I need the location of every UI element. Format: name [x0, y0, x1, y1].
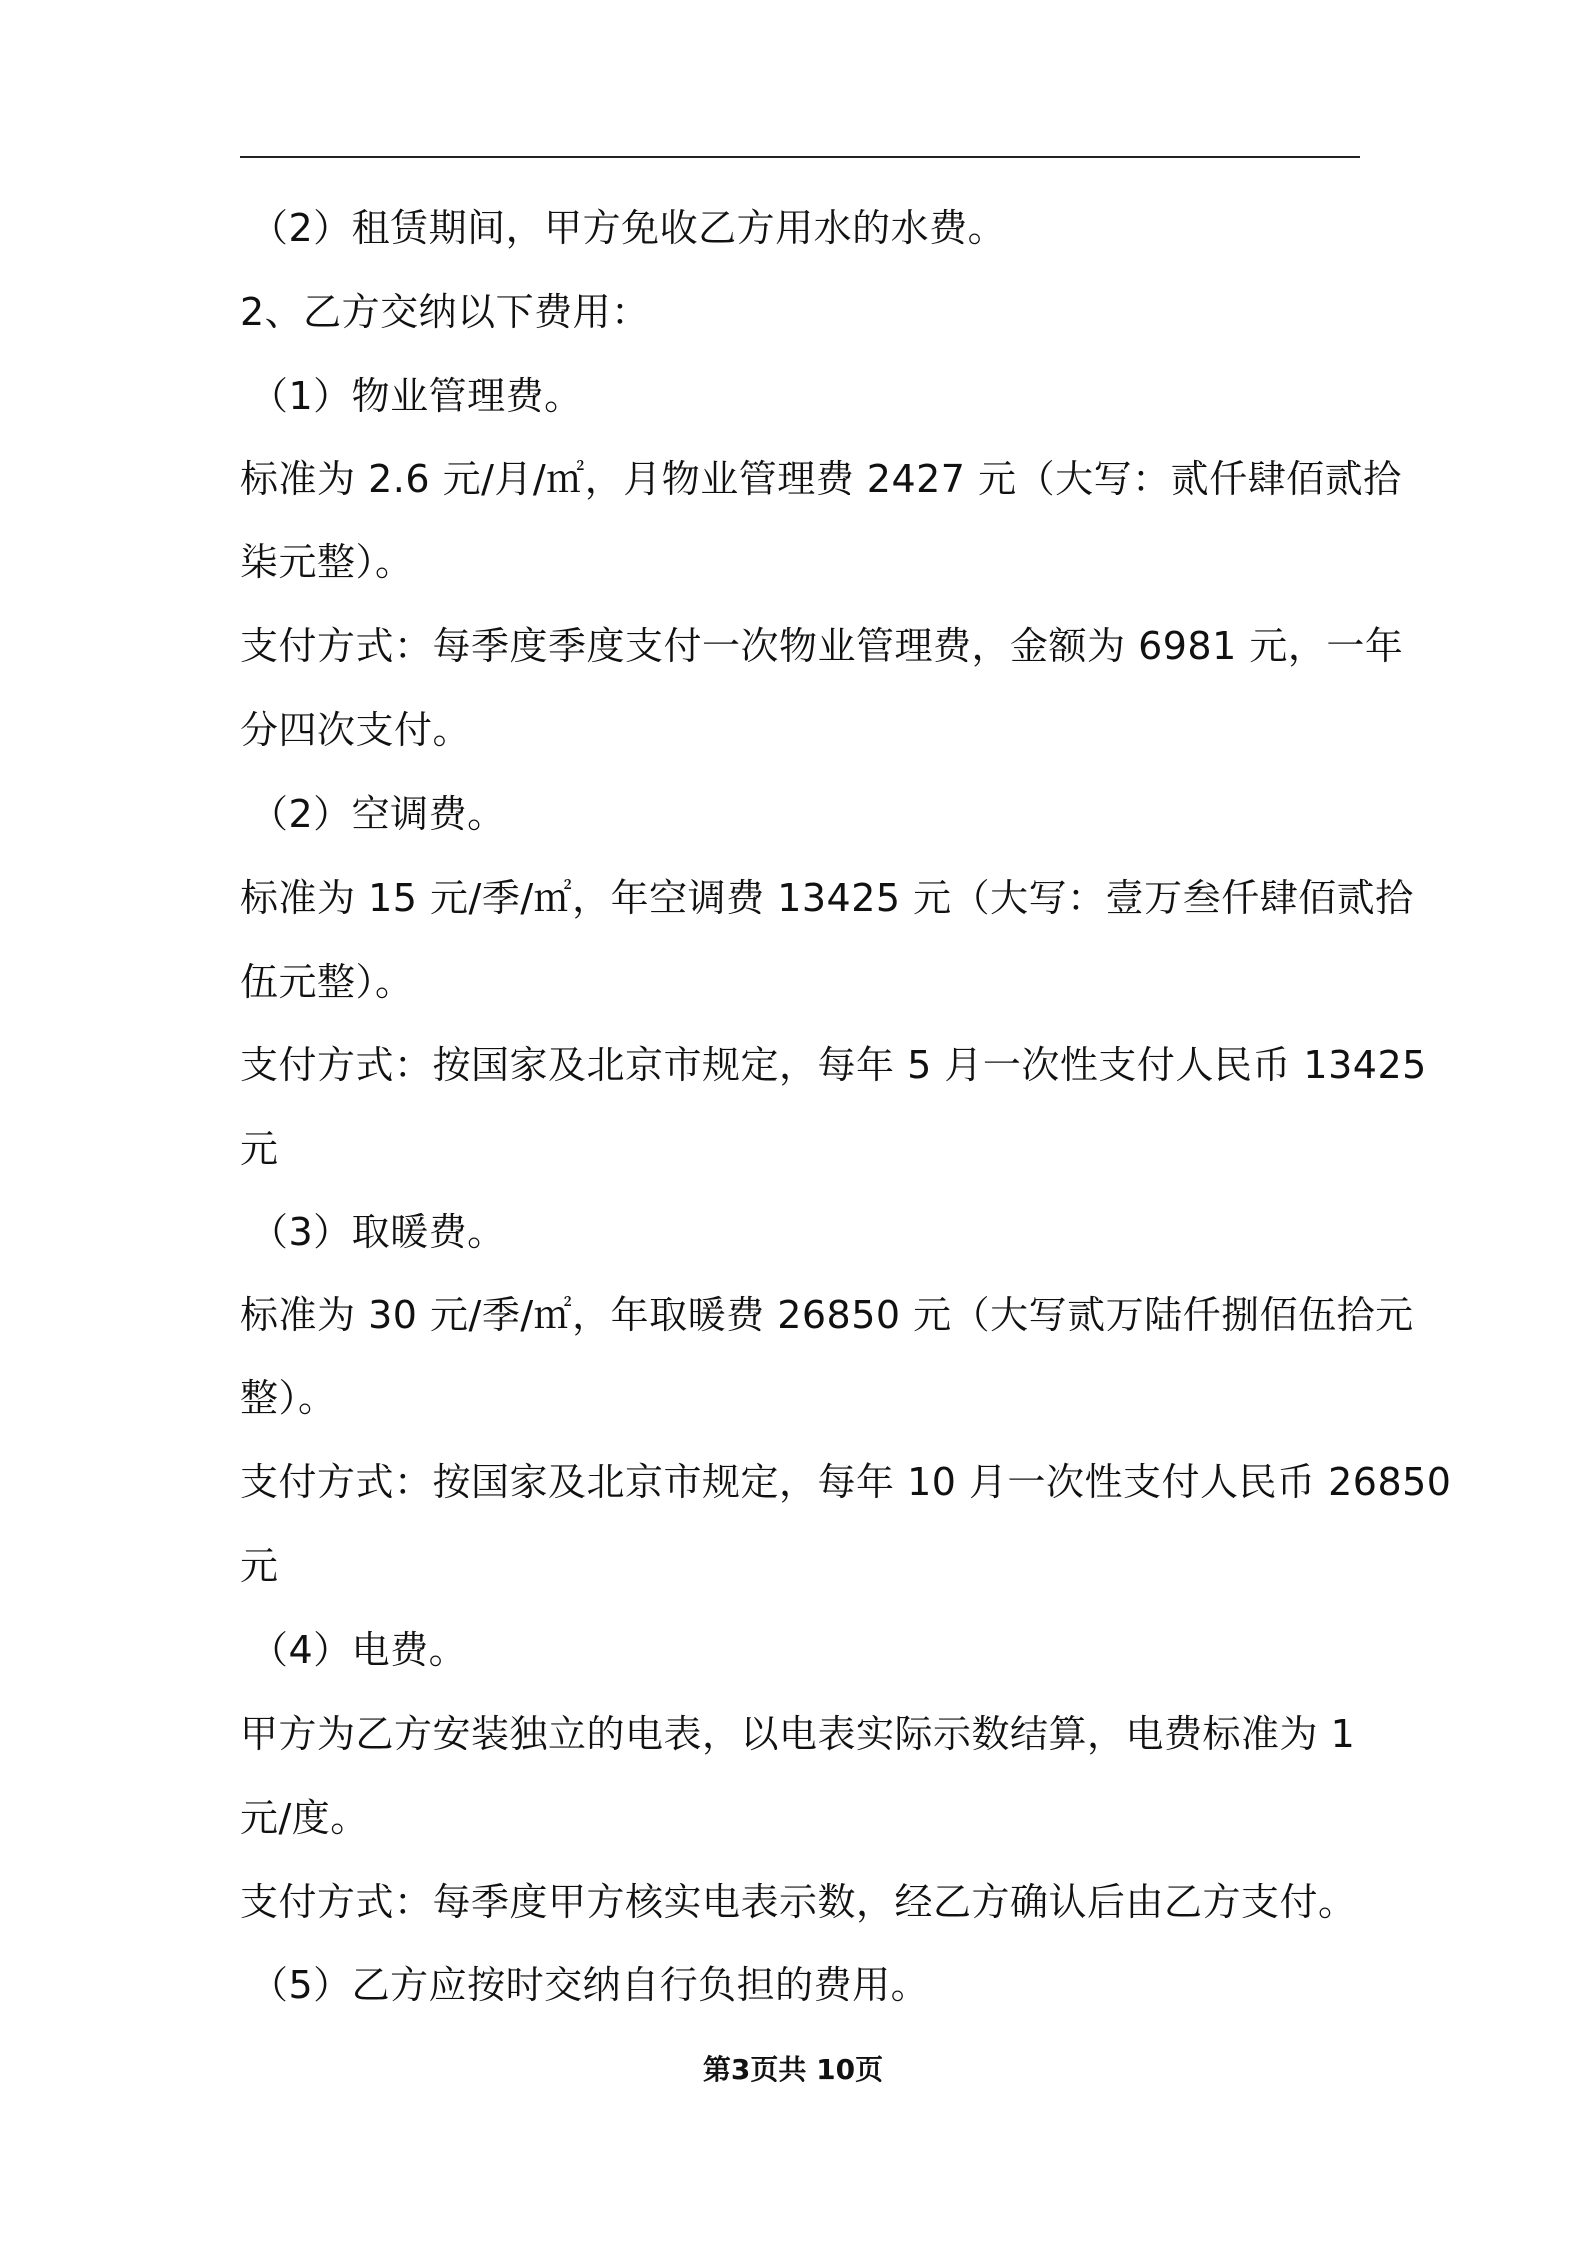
paragraph-line: 2、乙方交纳以下费用：	[240, 290, 650, 334]
paragraph-line: 支付方式：每季度季度支付一次物业管理费，金额为 6981 元，一年	[240, 624, 1404, 668]
paragraph-line: 元/度。	[240, 1796, 369, 1840]
paragraph-line: （2）租赁期间，甲方免收乙方用水的水费。	[250, 206, 1007, 250]
page-number: 第3页共 10页	[702, 2053, 884, 2086]
paragraph-line: 支付方式：按国家及北京市规定，每年 10 月一次性支付人民币 26850	[240, 1460, 1452, 1504]
paragraph-line: 分四次支付。	[240, 708, 472, 752]
paragraph-line: 标准为 2.6 元/月/㎡，月物业管理费 2427 元（大写：贰仟肆佰贰拾	[240, 457, 1402, 501]
paragraph-line: （2）空调费。	[250, 792, 506, 836]
paragraph-line: 柒元整）。	[240, 540, 414, 584]
paragraph-line: 标准为 15 元/季/㎡，年空调费 13425 元（大写：壹万叁仟肆佰贰拾	[240, 876, 1414, 920]
paragraph-line: 标准为 30 元/季/㎡，年取暖费 26850 元（大写贰万陆仟捌佰伍拾元	[240, 1293, 1414, 1337]
paragraph-line: 元	[240, 1127, 279, 1171]
paragraph-line: （4）电费。	[250, 1628, 468, 1672]
paragraph-line: 整）。	[240, 1376, 337, 1420]
paragraph-line: （3）取暖费。	[250, 1210, 506, 1254]
paragraph-line: 甲方为乙方安装独立的电表，以电表实际示数结算，电费标准为 1	[240, 1712, 1356, 1756]
header-rule	[240, 156, 1360, 158]
paragraph-line: （5）乙方应按时交纳自行负担的费用。	[250, 1963, 930, 2007]
paragraph-line: 伍元整）。	[240, 960, 414, 1004]
paragraph-line: 元	[240, 1544, 279, 1588]
paragraph-line: （1）物业管理费。	[250, 374, 583, 418]
paragraph-line: 支付方式：按国家及北京市规定，每年 5 月一次性支付人民币 13425	[240, 1043, 1427, 1087]
paragraph-line: 支付方式：每季度甲方核实电表示数，经乙方确认后由乙方支付。	[240, 1880, 1357, 1924]
